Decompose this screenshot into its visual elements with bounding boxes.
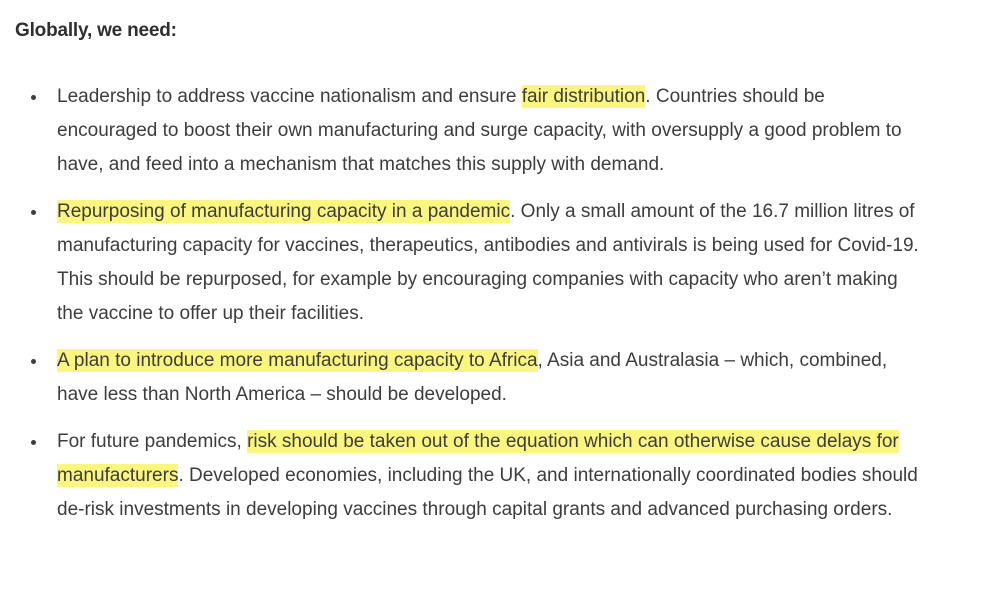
bullet-item [0, 425, 927, 527]
highlighted-text: fair distribution [521, 86, 646, 107]
bullet-item [0, 80, 927, 182]
bullet-dot-icon [31, 210, 36, 215]
highlighted-text: A plan to introduce more manufacturing capacity to Africa [57, 350, 538, 371]
bullet-text-pre: Leadership to address vaccine nationalism and ensure [57, 86, 522, 107]
bullet-list [0, 80, 1007, 540]
bullet-text-post: , Asia and Australasia – which, combined, have less than North America – should be developed. [57, 350, 888, 405]
bullet-text-post: . Developed economies, including the UK, and internationally coordinated bodies should de-risk investments in developing vaccines through capital grants and advanced purchasing orders. [57, 465, 918, 520]
bullet-text-post: . Countries should be encouraged to boost their own manufacturing and surge capacity, with oversupply a good problem to have, and feed into a mechanism that matches this supply with demand. [57, 86, 902, 175]
bullet-dot-icon [31, 440, 36, 445]
section-heading: Globally, we need: [15, 20, 177, 41]
highlighted-text: risk should be taken out of the equation which can otherwise cause delays for manufacturers [57, 431, 899, 486]
bullet-dot-icon [31, 359, 36, 364]
bullet-text-post: . Only a small amount of the 16.7 million litres of manufacturing capacity for vaccines, therapeutics, antibodies and antivirals is being used for Covid-19. This should be repurposed, for example by encouraging companies with capacity who aren’t making the vaccine to offer up their facilities. [57, 201, 919, 324]
bullet-item [0, 195, 927, 331]
bullet-dot-icon [31, 95, 36, 100]
highlighted-text: Repurposing of manufacturing capacity in a pandemic [57, 201, 511, 222]
bullet-text-pre: For future pandemics, [57, 431, 248, 452]
bullet-item [0, 344, 927, 412]
